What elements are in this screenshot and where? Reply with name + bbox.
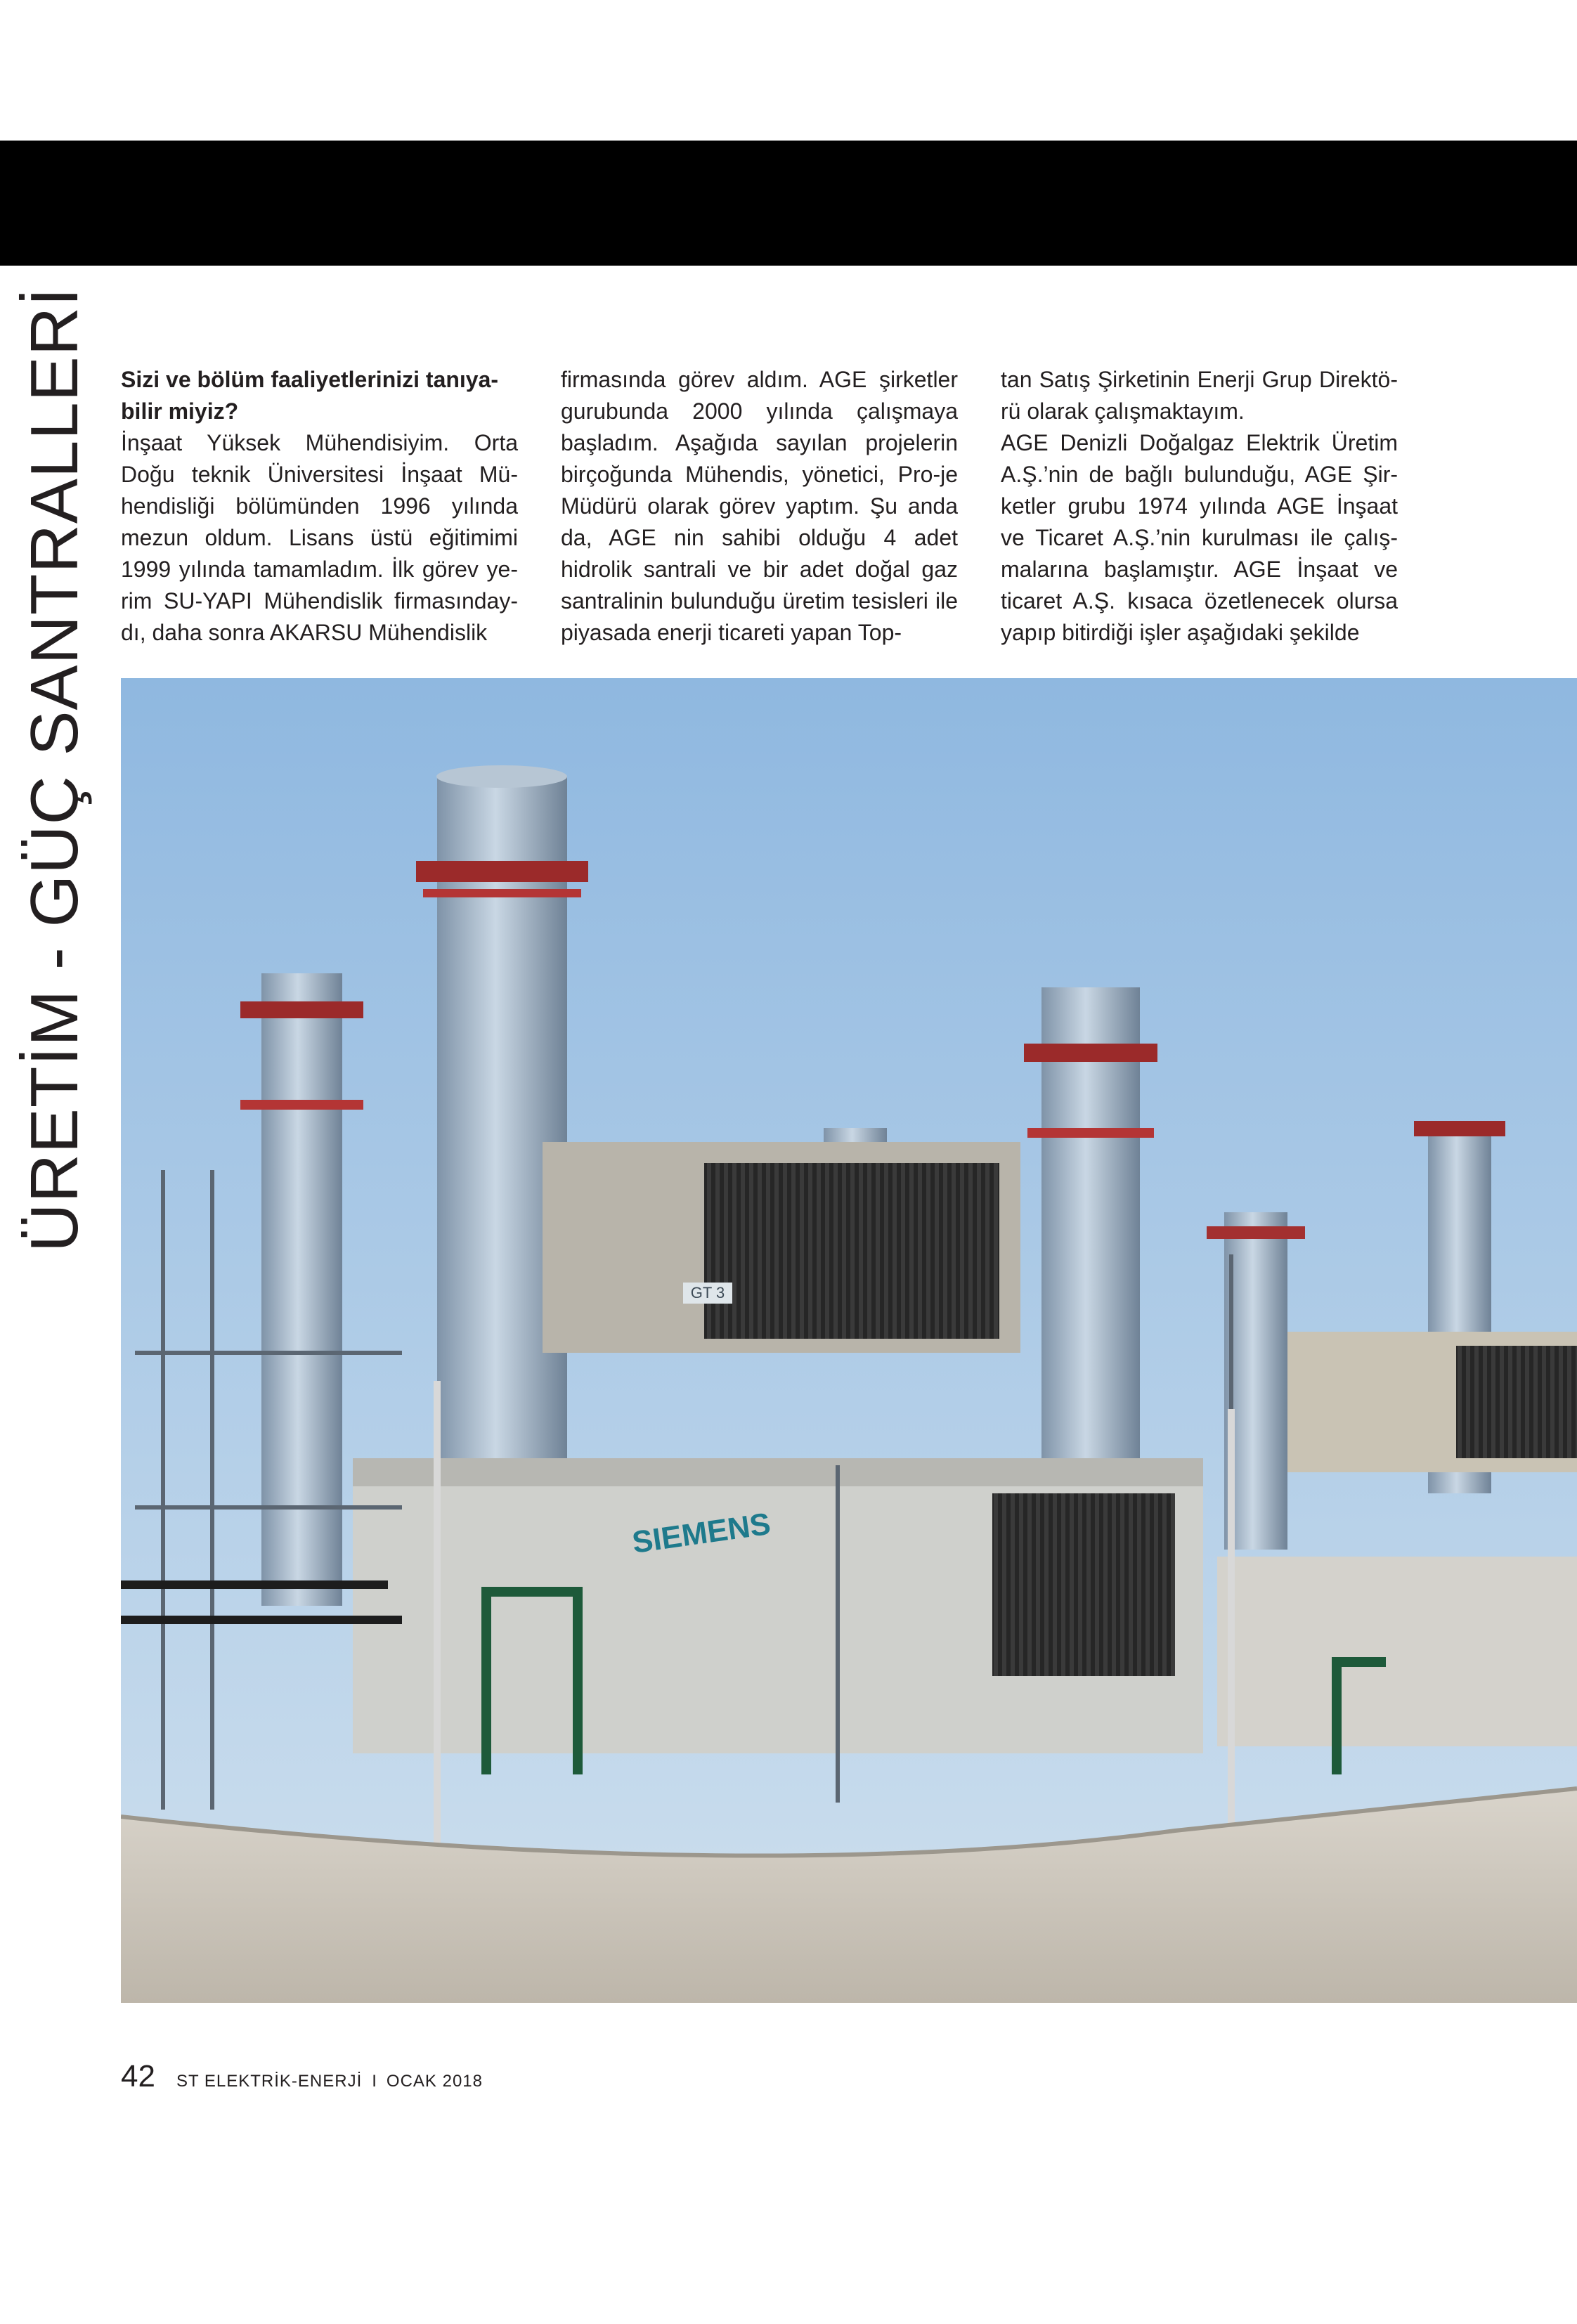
column-2-body: firmasında görev aldım. AGE şirketler gurubunda 2000 yılında çalışmaya başladım. Aşağıda sayılan projelerin birçoğunda Mühendis, yönetici, Pro-je Müdürü olarak görev yaptım. Şu anda da, AGE nin sahibi olduğu 4 adet hidrolik santrali ve bir adet doğal gaz santralinin bulunduğu üretim tesisleri ile piyasada enerji ticareti yapan Top- (561, 367, 958, 645)
page-footer (121, 2059, 483, 2108)
text-column-3 (1001, 364, 1398, 649)
text-column-1 (121, 364, 518, 649)
issue-date: OCAK 2018 (386, 2072, 483, 2091)
column-3-body-b: AGE Denizli Doğalgaz Elektrik Üretim A.Ş.’nin de bağlı bulunduğu, AGE Şir-ketler grubu 1974 yılında AGE İnşaat ve Ticaret A.Ş.’nin kurulması ile çalış-malarına başlamıştır. AGE İnşaat ve ticaret A.Ş. kısaca özetlenecek olursa yapıp bitirdiği işler aşağıdaki şekilde (1001, 430, 1398, 645)
header-black-band (0, 141, 1577, 266)
power-plant-photo (121, 678, 1577, 2003)
column-3-body-a: tan Satış Şirketinin Enerji Grup Direktö-rü olarak çalışmaktayım. (1001, 367, 1398, 424)
interview-question: Sizi ve bölüm faaliyetlerinizi tanıya-bilir miyiz? (121, 367, 499, 424)
footer-separator: I (372, 2072, 377, 2091)
column-1-body: İnşaat Yüksek Mühendisiyim. Orta Doğu teknik Üniversitesi İnşaat Mü-hendisliği bölümünden 1996 yılında mezun oldum. Lisans üstü eğitimimi 1999 yılında tamamladım. İlk görev ye-rim SU-YAPI Mühendislik firmasınday-dı, daha sonra AKARSU Mühendislik (121, 430, 518, 645)
page-number: 42 (121, 2059, 155, 2093)
siemens-logo: SIEMENS (630, 1506, 773, 1560)
text-column-2 (561, 364, 958, 649)
gt3-label: GT 3 (690, 1284, 725, 1301)
stack-left (261, 973, 342, 1606)
publication-name: ST ELEKTRİK-ENERJİ (176, 2072, 363, 2091)
section-title-vertical: ÜRETİM - GÜÇ SANTRALLERİ (17, 287, 92, 1252)
